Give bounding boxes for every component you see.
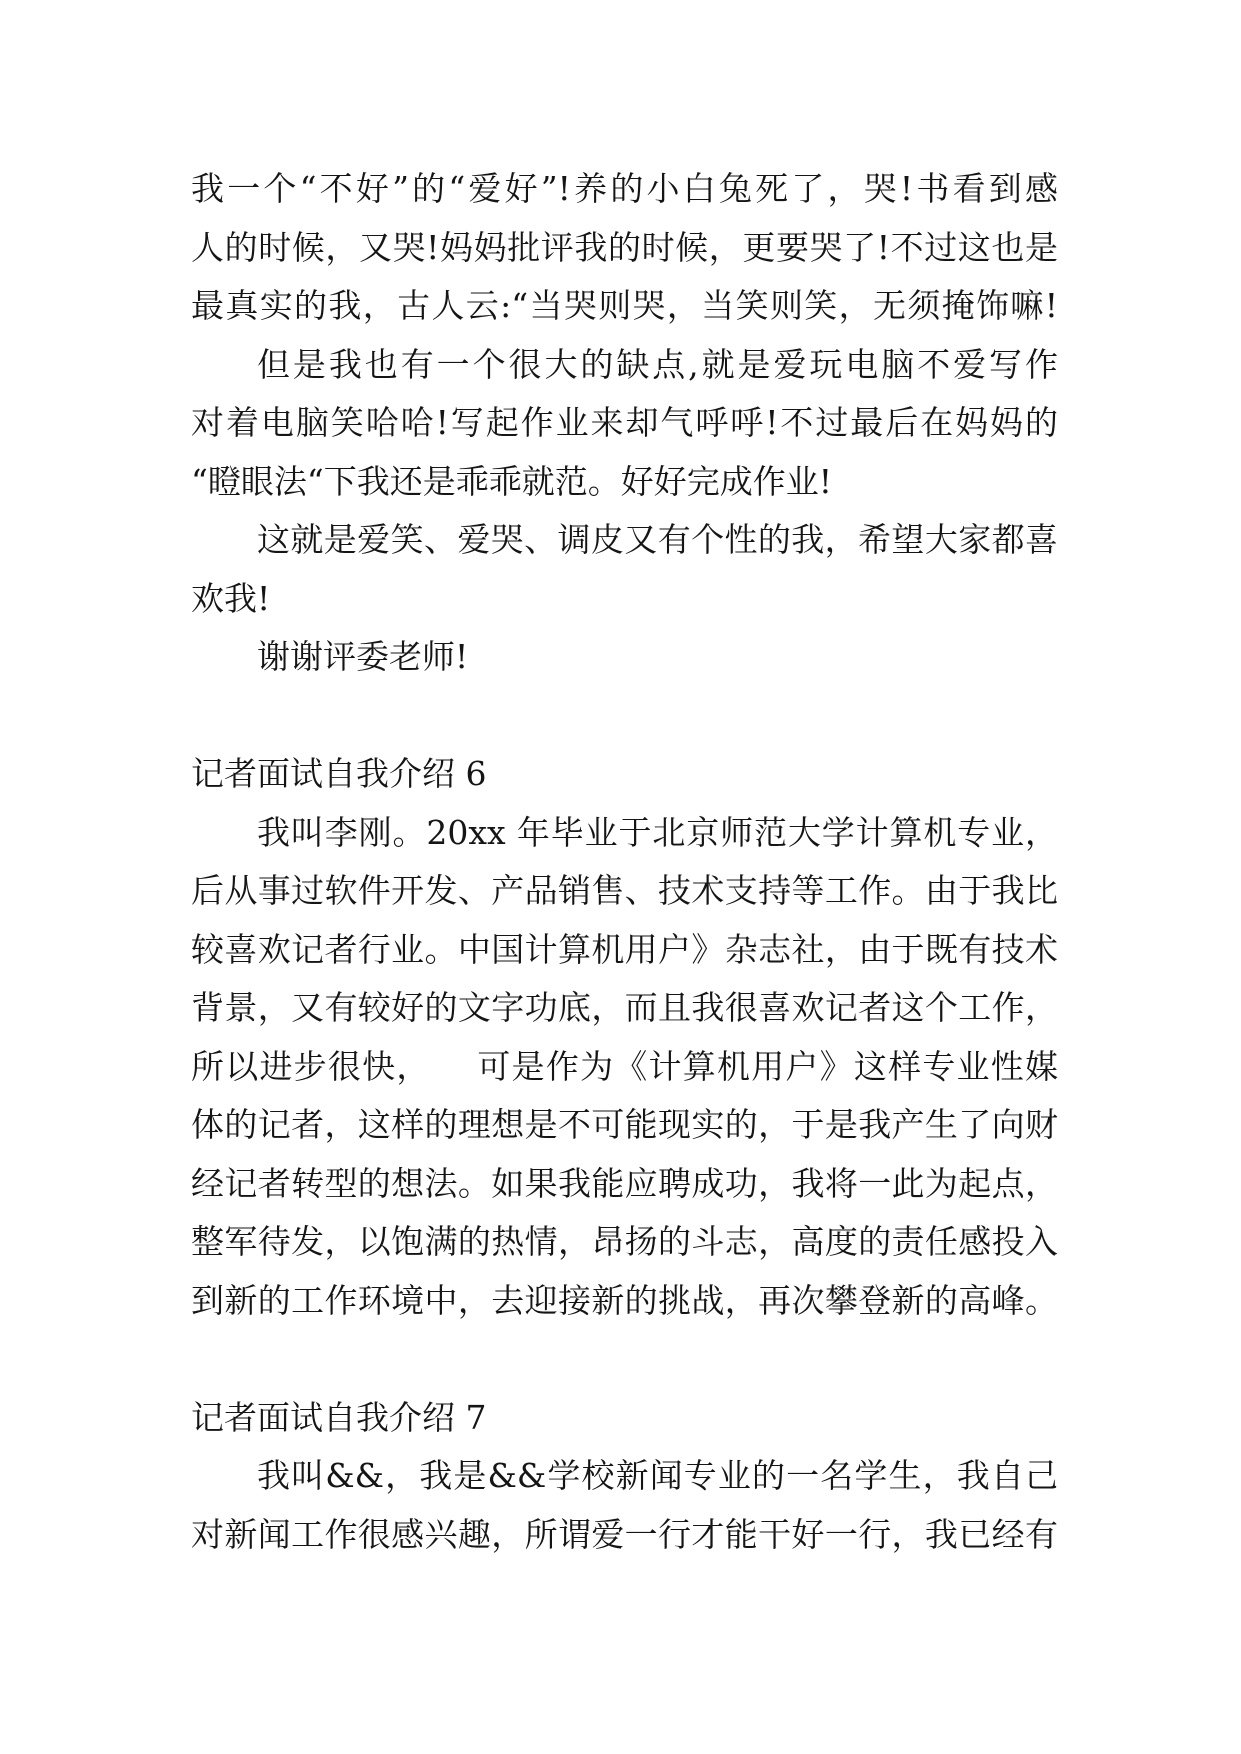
paragraph-line: 经记者转型的想法。如果我能应聘成功，我将一此为起点， — [191, 1163, 1058, 1203]
paragraph — [191, 1447, 1058, 1564]
paragraph-line: 整军待发，以饱满的热情，昂扬的斗志，高度的责任感投入 — [191, 1222, 1058, 1261]
paragraph-line: 所以进步很快， 可是作为《计算机用户》这样专业性媒 — [191, 1046, 1058, 1086]
section-6 — [191, 745, 1058, 1330]
paragraph-line: 背景，又有较好的文字功底，而且我很喜欢记者这个工作， — [191, 988, 1058, 1027]
paragraph-line: 后从事过软件开发、产品销售、技术支持等工作。由于我比 — [191, 871, 1058, 910]
paragraph-line: 最真实的我，古人云:“当哭则哭，当笑则笑，无须掩饰嘛! — [191, 286, 1058, 325]
paragraph — [191, 511, 1058, 628]
paragraph — [191, 336, 1058, 512]
paragraph-line: 对新闻工作很感兴趣，所谓爱一行才能干好一行，我已经有 — [191, 1514, 1058, 1554]
paragraph-line: 但是我也有一个很大的缺点,就是爱玩电脑不爱写作 — [257, 344, 1058, 384]
paragraph-line: 较喜欢记者行业。中国计算机用户》杂志社，由于既有技术 — [191, 929, 1058, 969]
paragraph-line: 这就是爱笑、爱哭、调皮又有个性的我，希望大家都喜 — [257, 520, 1058, 559]
section-heading: 记者面试自我介绍 7 — [191, 1397, 487, 1437]
paragraph-line: “瞪眼法“下我还是乖乖就范。好好完成作业! — [191, 461, 833, 501]
paragraph-line: 谢谢评委老师! — [257, 637, 469, 676]
paragraph-line: 我一个“不好”的“爱好”!养的小白兔死了，哭!书看到感 — [191, 169, 1058, 208]
paragraph-line: 到新的工作环境中，去迎接新的挑战，再次攀登新的高峰。 — [191, 1280, 1058, 1320]
paragraph-line: 我叫&&，我是&&学校新闻专业的一名学生，我自己 — [257, 1456, 1058, 1495]
paragraph — [191, 804, 1058, 1331]
paragraph — [191, 160, 1058, 336]
paragraph-line: 欢我! — [191, 578, 271, 618]
section-heading: 记者面试自我介绍 6 — [191, 754, 487, 793]
paragraph — [191, 628, 1058, 687]
paragraph-line: 人的时候，又哭!妈妈批评我的时候，更要哭了!不过这也是 — [191, 227, 1058, 267]
paragraph-line: 我叫李刚。20xx 年毕业于北京师范大学计算机专业， — [257, 812, 1058, 852]
document-body — [191, 160, 1058, 1564]
paragraph-line: 对着电脑笑哈哈!写起作业来却气呼呼!不过最后在妈妈的 — [191, 403, 1058, 442]
paragraph-line: 体的记者，这样的理想是不可能现实的，于是我产生了向财 — [191, 1105, 1058, 1144]
section-7 — [191, 1389, 1058, 1565]
